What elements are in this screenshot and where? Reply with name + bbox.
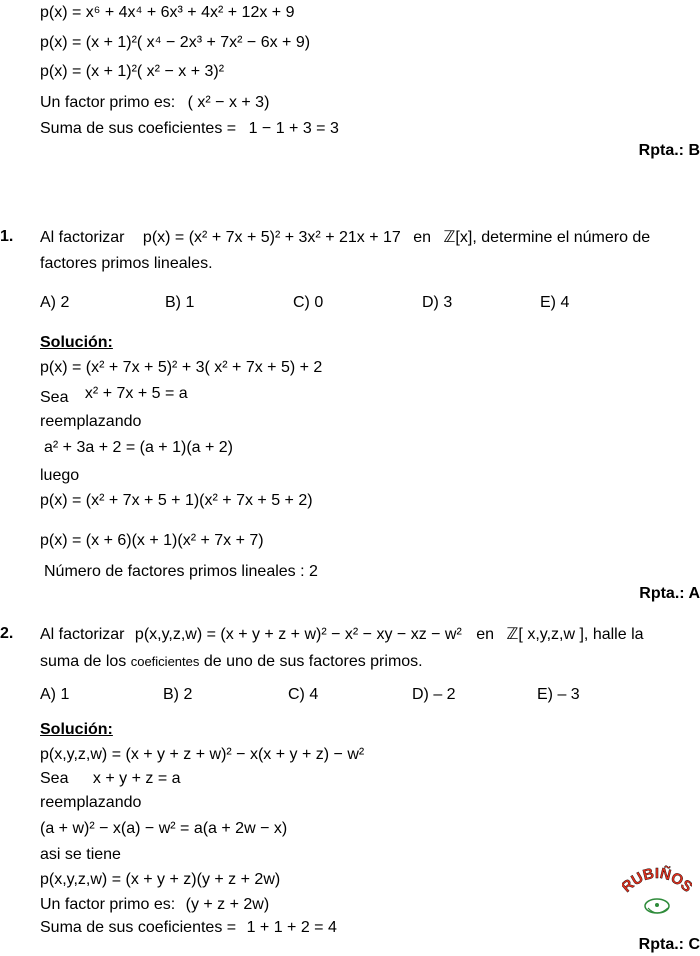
problem-2-prime-factor-label: Un factor primo es:	[40, 896, 176, 913]
problem-2-sea-math: x + y + z = a	[92, 770, 181, 787]
problem-1-en: en	[413, 229, 432, 246]
problem-2-reemplazando: reemplazando	[40, 794, 142, 811]
problem-1-option-e: E) 4	[540, 294, 570, 311]
problem-2-intro: Al factorizar	[40, 626, 125, 643]
rubinos-logo-graphic	[622, 862, 692, 922]
coef-sum-math: 1 − 1 + 3 = 3	[248, 120, 339, 137]
problem-2-option-b: B) 2	[163, 686, 193, 703]
problem-1-option-b: B) 1	[165, 294, 195, 311]
problem-1-sea-math: x² + 7x + 5 = a	[84, 385, 188, 402]
problem-1-sea-line	[40, 385, 188, 408]
problem-2-solution-heading: Solución:	[40, 721, 113, 738]
coef-sum-label: Suma de sus coeficientes =	[40, 120, 237, 137]
prime-factor-label: Un factor primo es:	[40, 94, 176, 111]
problem-2-sea-line	[40, 769, 181, 789]
answer-problem-1: Rpta.: A	[639, 585, 700, 602]
problem-2-option-e: E) – 3	[537, 686, 580, 703]
problem-2-rest: , halle la	[583, 626, 644, 643]
problem-2-line2-c: de uno de sus factores primos.	[203, 653, 423, 670]
eq-top-1: p(x) = x⁶ + 4x⁴ + 6x³ + 4x² + 12x + 9	[40, 4, 295, 21]
problem-1-step-5: p(x) = (x + 6)(x + 1)(x² + 7x + 7)	[40, 532, 264, 549]
problem-1-intro: Al factorizar	[40, 229, 125, 246]
eq-top-3: p(x) = (x + 1)²( x² − x + 3)²	[40, 63, 225, 80]
problem-2-option-d: D) – 2	[412, 686, 456, 703]
problem-2-line2	[40, 652, 423, 672]
problem-2-coef-sum-line	[40, 918, 337, 938]
problem-2-statement	[40, 625, 644, 645]
problem-1-luego: luego	[40, 467, 80, 484]
problem-1-sea-label: Sea	[40, 389, 69, 406]
problem-1-option-a: A) 2	[40, 294, 70, 311]
problem-2-ring: ℤ[ x,y,z,w ]	[506, 626, 584, 643]
problem-2-en: en	[476, 626, 495, 643]
problem-1-option-c: C) 0	[293, 294, 324, 311]
answer-top: Rpta.: B	[638, 142, 700, 159]
problem-2-step-4: p(x,y,z,w) = (x + y + z)(y + z + 2w)	[40, 871, 281, 888]
problem-2-step-3: (a + w)² − x(a) − w² = a(a + 2w − x)	[40, 820, 288, 837]
problem-2-option-c: C) 4	[288, 686, 319, 703]
problem-1-number: 1.	[0, 228, 14, 245]
problem-1-statement	[40, 228, 650, 248]
problem-2-coef-sum-label: Suma de sus coeficientes =	[40, 919, 237, 936]
answer-problem-2: Rpta.: C	[638, 936, 700, 953]
problem-2-prime-factor-math: (y + z + 2w)	[185, 896, 270, 913]
problem-2-step-1: p(x,y,z,w) = (x + y + z + w)² − x(x + y + z) − w²	[40, 746, 365, 763]
problem-2-line2-a: suma de los	[40, 653, 127, 670]
problem-2-option-a: A) 1	[40, 686, 70, 703]
problem-2-coef-sum-math: 1 + 1 + 2 = 4	[246, 919, 337, 936]
prime-factor-math: ( x² − x + 3)	[187, 94, 270, 111]
problem-2-number: 2.	[0, 625, 14, 642]
problem-1-line2: factores primos lineales.	[40, 255, 213, 272]
problem-2-poly: p(x,y,z,w) = (x + y + z + w)² − x² − xy − xz − w²	[134, 626, 462, 643]
problem-1-reemplazando: reemplazando	[40, 413, 142, 430]
problem-1-rest: , determine el número de	[472, 229, 651, 246]
problem-1-poly: p(x) = (x² + 7x + 5)² + 3x² + 21x + 17	[142, 229, 401, 246]
problem-2-asi: asi se tiene	[40, 846, 121, 863]
logo-text: UBIÑO	[628, 864, 687, 890]
problem-1-step-4: p(x) = (x² + 7x + 5 + 1)(x² + 7x + 5 + 2)	[40, 492, 313, 509]
problem-1-ring: ℤ[x]	[443, 229, 473, 246]
problem-1-option-d: D) 3	[422, 294, 453, 311]
prime-factor-line	[40, 93, 269, 113]
problem-1-step-3: a² + 3a + 2 = (a + 1)(a + 2)	[44, 439, 233, 456]
eq-top-2: p(x) = (x + 1)²( x⁴ − 2x³ + 7x² − 6x + 9)	[40, 34, 311, 51]
problem-1-final: Número de factores primos lineales : 2	[44, 563, 318, 580]
problem-1-step-1: p(x) = (x² + 7x + 5)² + 3( x² + 7x + 5) + 2	[40, 359, 323, 376]
problem-1-solution-heading: Solución:	[40, 334, 113, 351]
problem-2-sea-label: Sea	[40, 770, 69, 787]
coef-sum-line	[40, 119, 339, 139]
problem-2-prime-factor-line	[40, 895, 269, 915]
problem-2-line2-b: coeficientes	[130, 654, 200, 669]
rubinos-logo	[622, 862, 692, 922]
